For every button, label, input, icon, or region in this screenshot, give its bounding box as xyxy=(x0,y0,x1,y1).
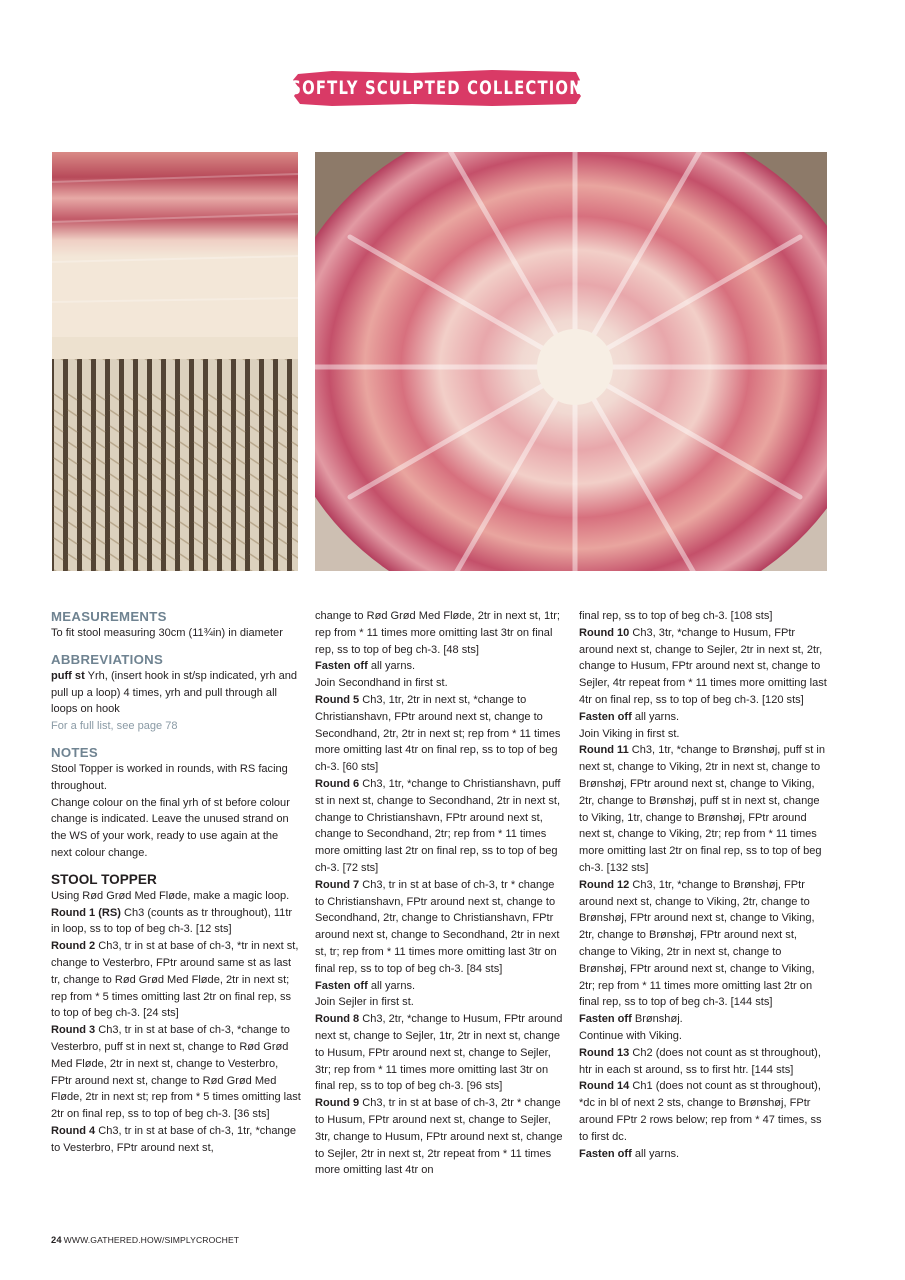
pattern-round: Round 13 Ch2 (does not count as st throughout), htr in each st around, ss to first htr. [144 sts] xyxy=(579,1046,821,1076)
fasten-off: Fasten off Brønshøj. xyxy=(579,1013,683,1026)
pattern-round-continued: change to Rød Grød Med Fløde, 2tr in next st, 1tr; rep from * 11 times more omitting last 3tr on final rep, ss to top of beg ch-3. [48 sts] xyxy=(315,610,560,656)
footer-url[interactable]: WWW.GATHERED.HOW/SIMPLYCROCHET xyxy=(63,1235,240,1245)
text-column-3 xyxy=(579,608,829,1162)
pattern-round: Round 1 (RS) Ch3 (counts as tr throughout), 11tr in loop, ss to top of beg ch-3. [12 sts] xyxy=(51,906,293,936)
pattern-round: Round 6 Ch3, 1tr, *change to Christianshavn, puff st in next st, change to Secondhand, 2tr in next st, change to Christianshavn, FPtr around next st, change to Secondhand, 2tr; rep from * 11 times more omitting last 2tr on final rep, ss to top of beg ch-3. [72 sts] xyxy=(315,777,561,874)
fasten-off: Fasten off all yarns. xyxy=(579,710,680,723)
pattern-round: Round 9 Ch3, tr in st at base of ch-3, 2tr * change to Husum, FPtr around next st, change to Sejler, 3tr, change to Husum, FPtr around next st, change to Sejler, 2tr in next st, 2tr repeat from * 11 times more omitting last 4tr on xyxy=(315,1097,563,1177)
text-column-1 xyxy=(51,608,301,1157)
pattern-round: Round 4 Ch3, tr in st at base of ch-3, 1tr, *change to Vesterbro, FPtr around next st, xyxy=(51,1124,296,1154)
measurements-heading: MEASUREMENTS xyxy=(51,609,167,624)
abbreviation-puff-st: puff st Yrh, (insert hook in st/sp indicated, yrh and pull up a loop) 4 times, yrh and pull through all loops on hook xyxy=(51,669,298,716)
abbreviations-link[interactable]: For a full list, see page 78 xyxy=(51,720,178,733)
notes-paragraph: Stool Topper is worked in rounds, with RS facing throughout. xyxy=(51,762,288,792)
fasten-off: Fasten off all yarns. xyxy=(315,979,416,992)
pattern-round: Round 7 Ch3, tr in st at base of ch-3, tr * change to Christianshavn, FPtr around next st, change to Secondhand, 2tr, change to Christianshavn, FPtr around next st, change to Secondhand, 2tr in next st, tr; rep from * 11 times more omitting last 3tr on final rep, ss to top of beg ch-3. [84 sts] xyxy=(315,878,560,975)
join-yarn: Join Secondhand in first st. xyxy=(315,677,448,690)
stool-topper-heading: STOOL TOPPER xyxy=(51,871,157,887)
notes-heading: NOTES xyxy=(51,744,98,760)
pattern-intro: Using Rød Grød Med Fløde, make a magic loop. xyxy=(51,889,290,902)
continue-yarn: Continue with Viking. xyxy=(579,1029,682,1042)
abbreviations-heading: ABBREVIATIONS xyxy=(51,651,164,667)
fasten-off: Fasten off all yarns. xyxy=(315,660,416,673)
pattern-round: Round 5 Ch3, 1tr, 2tr in next st, *change to Christianshavn, FPtr around next st, change to Secondhand, 2tr, 2tr in next st; rep from * 11 times more omitting last 4tr on final rep, ss to top of beg ch-3. [60 sts] xyxy=(315,693,561,774)
page-number: 24 xyxy=(51,1234,62,1245)
join-yarn: Join Viking in first st. xyxy=(579,727,680,740)
pattern-round: Round 14 Ch1 (does not count as st throughout), *dc in bl of next 2 sts, change to Brønshøj, FPtr around FPtr 2 rows below; rep from * 47 times, ss to first dc. xyxy=(579,1080,822,1143)
pattern-round: Round 11 Ch3, 1tr, *change to Brønshøj, puff st in next st, change to Viking, 2tr in next st, change to Brønshøj, FPtr around next st, change to Viking, 2tr, change to Brønshøj, puff st in next st, change to Viking, 1tr, change to Brønshøj, FPtr around next st, change to Viking, 2tr; rep from * 11 times more omitting last 2tr on final rep, ss to top of beg ch-3. [132 sts] xyxy=(579,744,826,874)
measurements-text: To fit stool measuring 30cm (11¾in) in diameter xyxy=(51,627,283,639)
text-column-2 xyxy=(315,608,565,1179)
fasten-off: Fasten off all yarns. xyxy=(579,1147,680,1160)
abbreviation-term: puff st xyxy=(51,669,85,682)
pattern-round: Round 10 Ch3, 3tr, *change to Husum, FPtr around next st, change to Sejler, 2tr in next st, 2tr, change to Husum, FPtr around next st, change to Sejler, 4tr repeat from * 11 times more omitting last 4tr on final rep, ss to top of beg ch-3. [120 sts] xyxy=(579,626,827,706)
pattern-round: Round 12 Ch3, 1tr, *change to Brønshøj, FPtr around next st, change to Viking, 2tr, change to Brønshøj, FPtr around next st, change to Viking, 2tr, change to Brønshøj, FPtr around next st, change to Viking, 2tr in next st, change to Brønshøj, FPtr around next st, change to Viking, 2tr; rep from * 11 times more omitting last 2tr on final rep, ss to top of beg ch-3. [144 sts] xyxy=(579,878,815,1009)
pattern-round: Round 3 Ch3, tr in st at base of ch-3, *change to Vesterbro, puff st in next st, change to Rød Grød Med Fløde, 2tr in next st, change to Vesterbro, FPtr around next st, change to Rød Grød Med Fløde, 2tr in next st; rep from * 5 times omitting last 2tr on final rep, ss to top of beg ch-3. [36 sts] xyxy=(51,1024,301,1121)
join-yarn: Join Sejler in first st. xyxy=(315,996,414,1009)
pattern-round: Round 8 Ch3, 2tr, *change to Husum, FPtr around next st, change to Sejler, 1tr, 2tr in next st, change to Husum, FPtr around next st, change to Sejler, 3tr; rep from * 11 times more omitting last 3tr on final rep, ss to top of beg ch-3. [96 sts] xyxy=(315,1013,563,1093)
collection-banner xyxy=(292,68,582,108)
banner-title: SOFTLY SCULPTED COLLECTION xyxy=(290,77,584,99)
pattern-round-continued: final rep, ss to top of beg ch-3. [108 sts] xyxy=(579,610,773,622)
notes-paragraph: Change colour on the final yrh of st before colour change is indicated. Leave the unused strand on the WS of your work, ready to use again at the next colour change. xyxy=(51,796,290,859)
photo-stool-topper-overhead xyxy=(315,152,827,571)
pattern-round: Round 2 Ch3, tr in st at base of ch-3, *tr in next st, change to Vesterbro, FPtr around same st as last tr, change to Rød Grød Med Fløde, 2tr in next st; rep from * 5 times omitting last 2tr on final rep, ss to top of beg ch-3. [24 sts] xyxy=(51,940,299,1020)
photo-fringe-closeup xyxy=(52,152,298,571)
page-footer xyxy=(51,1234,239,1245)
